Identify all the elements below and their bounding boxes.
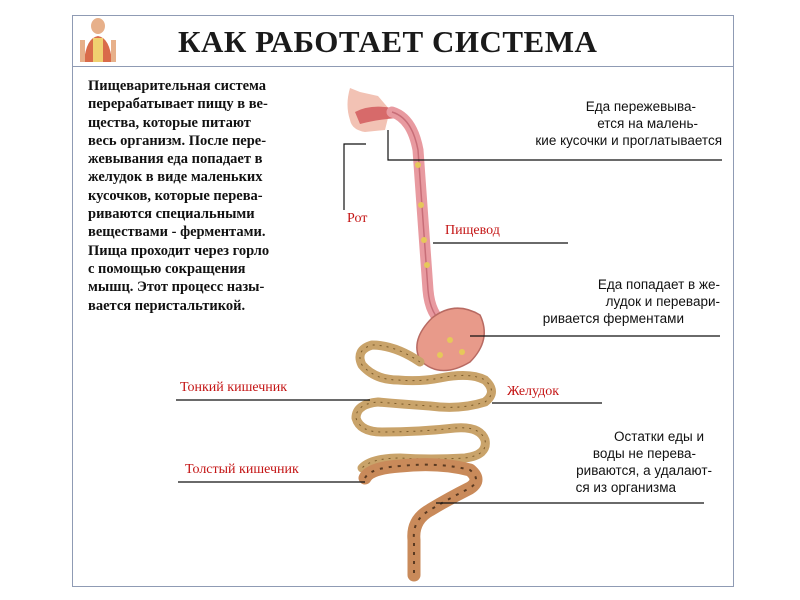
intro-line: щества, которые питают (88, 114, 251, 131)
esophagus-shape (392, 112, 445, 325)
note-line: Еда попадает в же- (597, 277, 720, 292)
note-line: Еда пережевыва- (585, 99, 696, 114)
label-large-intestine: Толстый кишечник (185, 462, 299, 477)
note-line: лудок и перевари- (605, 294, 720, 309)
intro-line: перерабатывает пищу в ве- (88, 96, 268, 113)
note-line: риваются, а удалают- (576, 463, 712, 478)
intro-line: с помощью сокращения (88, 260, 246, 277)
intro-line: жевывания еда попадает в (88, 151, 263, 168)
note-line: ривается ферментами (542, 311, 684, 326)
note-line: воды не перева- (592, 446, 696, 461)
label-esophagus: Пищевод (445, 223, 500, 238)
note-waste (576, 428, 712, 496)
intro-line: веществами - ферментами. (88, 224, 266, 241)
label-stomach: Желудок (507, 384, 560, 399)
intro-line: риваются специальными (88, 206, 255, 223)
note-line: ся из организма (575, 480, 676, 495)
intro-line: Пища проходит через горло (88, 242, 270, 259)
intro-line: кусочков, которые перева- (88, 187, 263, 204)
label-mouth: Рот (347, 211, 368, 226)
intro-line: Пищеварительная система (88, 78, 267, 94)
note-line: ется на малень- (597, 116, 698, 131)
page-title: КАК РАБОТАЕТ СИСТЕМА (178, 24, 598, 59)
note-stomach (543, 276, 720, 327)
intro-line: желудок в виде маленьких (88, 169, 263, 186)
large-intestine-shape (365, 465, 476, 575)
intro-line: мышц. Этот процесс назы- (88, 279, 265, 296)
intro-line: весь организм. После пере- (88, 132, 267, 149)
note-line: кие кусочки и проглатывается (535, 133, 722, 148)
note-chewing (535, 98, 722, 149)
intro-line: вается перистальтикой. (88, 297, 246, 314)
note-line: Остатки еды и (614, 429, 704, 444)
label-small-intestine: Тонкий кишечник (180, 380, 288, 395)
small-intestine-shape (356, 345, 492, 468)
